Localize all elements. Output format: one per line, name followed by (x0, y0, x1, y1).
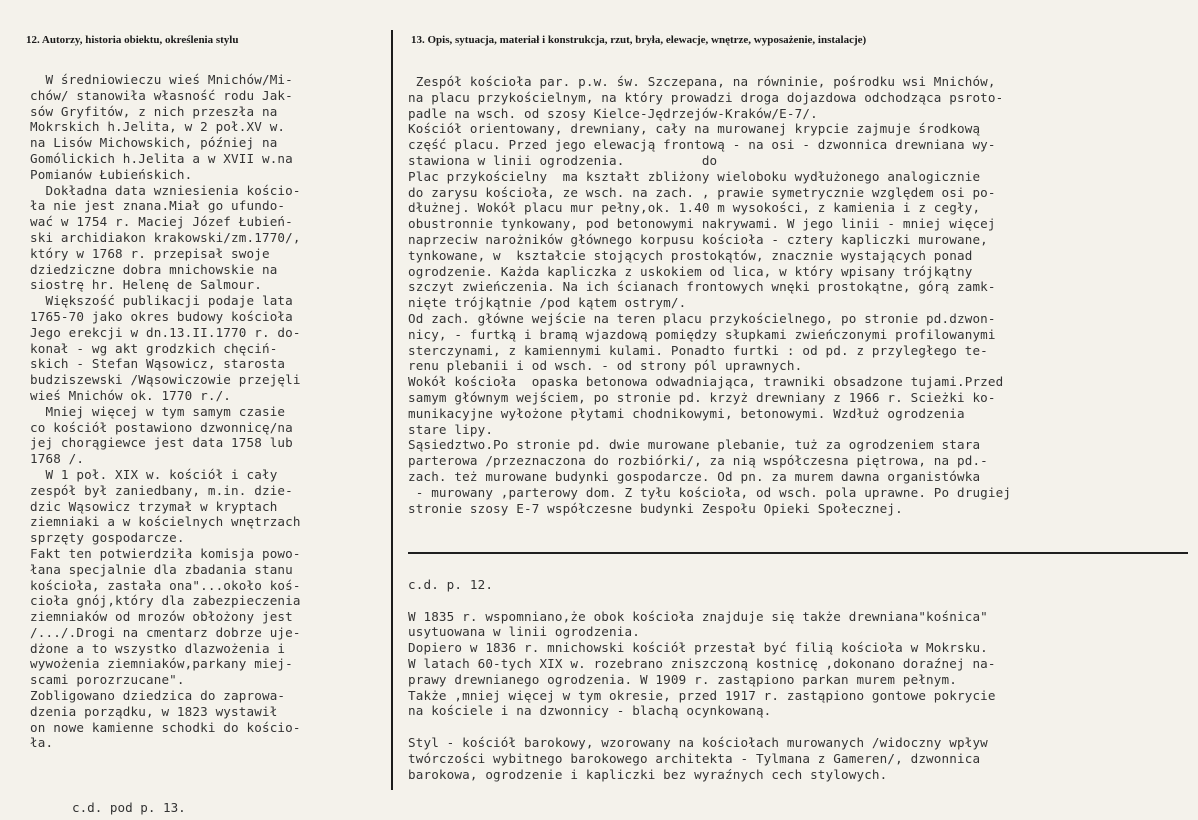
text-line: jej chorągiewce jest data 1758 lub (30, 435, 293, 451)
text-line: 1768 /. (30, 451, 85, 467)
text-line: Wokół kościoła opaska betonowa odwadniająca, trawniki obsadzone tujami.Przed (408, 374, 1004, 390)
text-line: Kościół orientowany, drewniany, cały na murowanej krypcie zajmuje środkową (408, 121, 981, 137)
text-line: Także ,mniej więcej w tym okresie, przed 1917 r. zastąpiono gontowe pokrycie (408, 687, 996, 703)
text-line: ziemniaki a w kościelnych wnętrzach (30, 514, 301, 530)
history-text (30, 72, 301, 751)
text-line (408, 719, 996, 735)
text-line: W 1 poł. XIX w. kościół i cały (30, 466, 278, 482)
text-line: szczyt zwieńczenia. Na ich ścianach frontowych wnęki prostokątne, górą zamk- (408, 279, 996, 295)
text-line: stronie szosy E-7 współczesne budynki Zespołu Opieki Społecznej. (408, 500, 903, 516)
continuation-note: c.d. pod p. 13. (72, 800, 186, 815)
text-line: zespół był zaniedbany, m.in. dzie- (30, 482, 293, 498)
text-line: c.d. p. 12. (408, 577, 494, 592)
text-line: - murowany ,parterowy dom. Z tyłu kościoła, od wsch. pola uprawne. Po drugiej (408, 484, 1012, 500)
text-line: Gomólickich h.Jelita a w XVII w.na (30, 150, 293, 166)
text-line: Mniej więcej w tym samym czasie (30, 403, 286, 419)
text-line: W 1835 r. wspomniano,że obok kościoła znajduje się także drewniana"kośnica" (408, 608, 988, 624)
text-line: chów/ stanowiła własność rodu Jak- (30, 87, 293, 103)
text-line: ogrodzenie. Każda kapliczka z uskokiem od lica, w który wpisany trójkątny (408, 263, 973, 279)
text-line: Pomianów Łubieńskich. (30, 166, 193, 182)
text-line: tynkowane, w kształcie stojących prostokątów, znacznie wystających ponad (408, 247, 973, 263)
text-line: scami porozrzucane". (30, 672, 185, 688)
text-line: Plac przykościelny ma kształt zbliżony wieloboku wydłużonego analogicznie (408, 168, 981, 184)
text-line: konał - wg akt grodzkich chęciń- (30, 340, 278, 356)
text-line: Styl - kościół barokowy, wzorowany na kościołach murowanych /widoczny wpływ (408, 734, 988, 750)
text-line: część placu. Przed jego elewacją frontową - na osi - dzwonnica drewniana wy- (408, 137, 996, 153)
text-line: samym głównym wejściem, po stronie pd. krzyż drewniany z 1966 r. Scieżki ko- (408, 389, 996, 405)
text-line: dłużnej. Wokół placu mur pełny,ok. 1.40 m wysokości, z kamienia i z cegły, (408, 200, 981, 216)
continuation-text (408, 577, 996, 782)
description-text (408, 74, 1011, 516)
text-line: do zarysu kościoła, ze wsch. na zach. , prawie symetrycznie względem osi po- (408, 184, 996, 200)
text-line: łana specjalnie dla zbadania stanu (30, 561, 293, 577)
text-line: Dopiero w 1836 r. mnichowski kościół przestał być filią kościoła w Mokrsku. (408, 640, 988, 656)
text-line: siostrę hr. Helenę de Salmour. (30, 277, 262, 293)
text-line: cioła gnój,który dla zabezpieczenia (30, 593, 301, 609)
text-line: nięte trójkątnie /pod kątem ostrym/. (408, 295, 687, 311)
text-line: ziemniaków od mrozów obłożony jest (30, 609, 293, 625)
text-line: parterowa /przeznaczona do rozbiórki/, za nią współczesna piętrowa, na pd.- (408, 453, 988, 469)
text-line: dziedziczne dobra mnichowskie na (30, 261, 278, 277)
text-line: padle na wsch. od szosy Kielce-Jędrzejów-Kraków/E-7/. (408, 105, 818, 121)
text-line: Zobligowano dziedzica do zaprowa- (30, 688, 286, 704)
text-line: co kościół postawiono dzwonnicę/na (30, 419, 293, 435)
text-line: on nowe kamienne schodki do kościo- (30, 719, 301, 735)
section-12-heading: 12. Autorzy, historia obiektu, określenia stylu (26, 34, 239, 46)
text-line: wieś Mnichów ok. 1770 r./. (30, 387, 232, 403)
text-line: Większość publikacji podaje lata (30, 293, 293, 309)
text-line: usytuowana w linii ogrodzenia. (408, 624, 640, 640)
text-line: ła. (30, 735, 54, 751)
text-line: /.../.Drogi na cmentarz dobrze uje- (30, 624, 301, 640)
column-divider (391, 30, 393, 790)
text-line: ła nie jest znana.Miał go ufundo- (30, 198, 286, 214)
section-separator (408, 552, 1188, 554)
text-line: wywożenia ziemniaków,parkany miej- (30, 656, 293, 672)
text-line: naprzeciw narożników głównego korpusu kościoła - cztery kapliczki murowane, (408, 231, 988, 247)
text-line: zach. też murowane budynki gospodarcze. Od pn. za murem dawna organistówka (408, 468, 981, 484)
text-line: dżone a to wszystko dlazwożenia i (30, 640, 286, 656)
text-line: na Lisów Michowskich, później na (30, 135, 278, 151)
text-line: 1765-70 jako okres budowy kościoła (30, 308, 293, 324)
text-line: Zespół kościoła par. p.w. św. Szczepana, na równinie, pośrodku wsi Mnichów, (408, 74, 996, 89)
text-line: na kościele i na dzwonnicy - blachą ocynkowaną. (408, 703, 772, 719)
text-line: twórczości wybitnego barokowego architekta - Tylmana z Gameren/, dzwonnica (408, 750, 981, 766)
text-line: ski archidiakon krakowski/zm.1770/, (30, 229, 301, 245)
text-line: stawiona w linii ogrodzenia. do (408, 152, 718, 168)
text-line: W średniowieczu wieś Mnichów/Mi- (30, 72, 293, 87)
text-line: który w 1768 r. przepisał swoje (30, 245, 270, 261)
text-line: Od zach. główne wejście na teren placu przykościelnego, po stronie pd.dzwon- (408, 310, 996, 326)
text-line: budziszewski /Wąsowiczowie przejęli (30, 372, 301, 388)
text-line: barokowa, ogrodzenie i kapliczki bez wyraźnych cech stylowych. (408, 766, 888, 782)
text-line: sprzęty gospodarcze. (30, 530, 185, 546)
text-line: na placu przykościelnym, na który prowadzi droga dojazdowa odchodząca psroto- (408, 89, 1004, 105)
text-line: Dokładna data wzniesienia kościo- (30, 182, 301, 198)
text-line: W latach 60-tych XIX w. rozebrano zniszczoną kostnicę ,dokonano doraźnej na- (408, 655, 996, 671)
text-line: munikacyjne wyłożone płytami chodnikowymi, betonowymi. Wzdłuż ogrodzenia (408, 405, 965, 421)
text-line: sterczynami, z kamiennymi kulami. Ponadto furtki : od pd. z przyległego te- (408, 342, 988, 358)
text-line (408, 593, 996, 609)
text-line: dzic Wąsowicz trzymał w kryptach (30, 498, 278, 514)
text-line: Sąsiedztwo.Po stronie pd. dwie murowane plebanie, tuż za ogrodzeniem stara (408, 437, 981, 453)
text-line: stare lipy. (408, 421, 494, 437)
text-line: wać w 1754 r. Maciej Józef Łubień- (30, 214, 293, 230)
text-line: Fakt ten potwierdziła komisja powo- (30, 545, 301, 561)
text-line: prawy drewnianego ogrodzenia. W 1909 r. zastąpiono parkan murem pełnym. (408, 671, 957, 687)
text-line: Jego erekcji w dn.13.II.1770 r. do- (30, 324, 301, 340)
text-line: skich - Stefan Wąsowicz, starosta (30, 356, 286, 372)
text-line: renu plebanii i od wsch. - od strony pól uprawnych. (408, 358, 803, 374)
text-line: kościoła, zastała ona"...około koś- (30, 577, 301, 593)
text-line: Mokrskich h.Jelita, w 2 poł.XV w. (30, 119, 286, 135)
text-line: dzenia porządku, w 1823 wystawił (30, 703, 278, 719)
text-line: obustronnie tynkowany, pod betonowymi nakrywami. W jego linii - mniej więcej (408, 216, 996, 232)
section-13-heading: 13. Opis, sytuacja, materiał i konstrukcja, rzut, bryła, elewacje, wnętrze, wyposażenie, instalacje) (411, 34, 867, 46)
text-line: sów Gryfitów, z nich przeszła na (30, 103, 278, 119)
text-line: nicy, - furtką i bramą wjazdową pomiędzy słupkami zwieńczonymi profilowanymi (408, 326, 996, 342)
